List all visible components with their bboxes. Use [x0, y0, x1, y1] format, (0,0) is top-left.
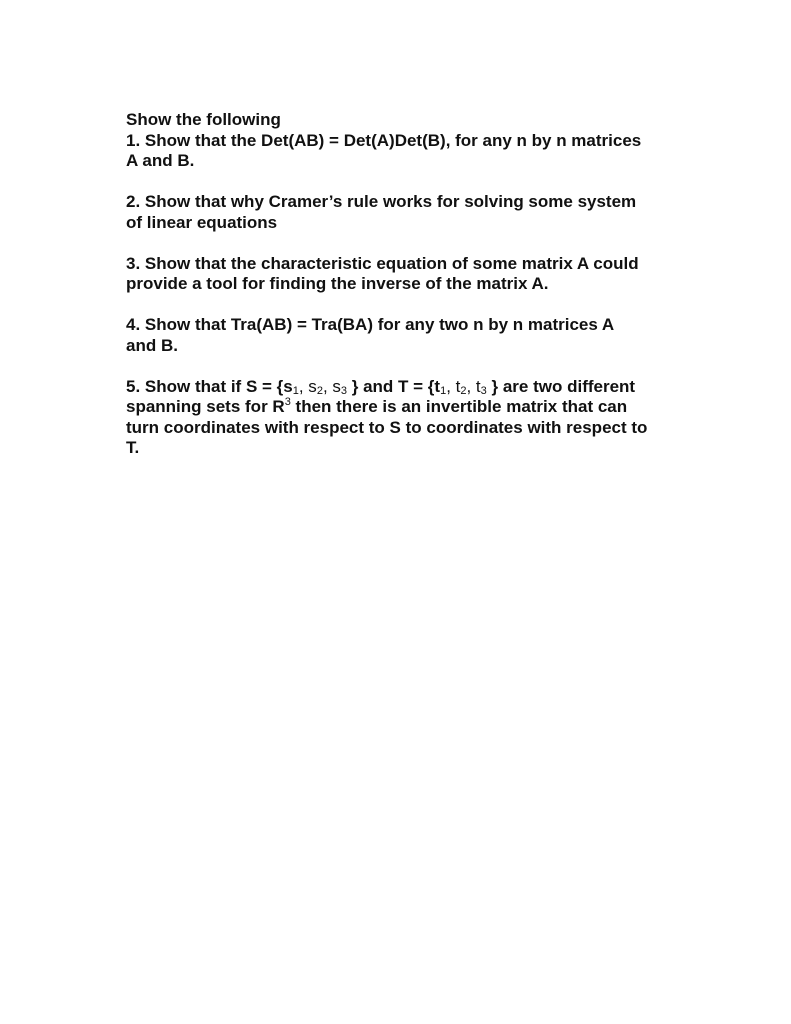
s-subscript-3: 3 — [340, 384, 348, 397]
q5-middle: } and T = {t — [347, 376, 441, 396]
r-superscript: 3 — [284, 396, 291, 408]
q5-suffix: } are two different — [486, 376, 636, 396]
t-subscript-2: 2 — [460, 384, 467, 397]
q5-prefix: 5. Show that if S = {s — [126, 376, 293, 396]
question-5-line-3: turn coordinates with respect to S to coordinates with respect to — [126, 417, 648, 437]
question-5 — [126, 377, 686, 459]
question-5-line-1 — [126, 377, 686, 398]
question-4-line-1: 4. Show that Tra(AB) = Tra(BA) for any two n by n matrices A — [126, 315, 615, 334]
question-1-line-2: A and B. — [126, 151, 195, 170]
question-4 — [126, 315, 686, 356]
s-separator-1: , s — [298, 376, 317, 396]
s-subscript-1: 1 — [292, 384, 299, 397]
question-1-line-1: 1. Show that the Det(AB) = Det(A)Det(B), for any n by n matrices — [126, 130, 642, 150]
question-4-line-2: and B. — [126, 335, 178, 355]
question-5-line-4: T. — [126, 438, 140, 457]
s-separator-2: , s — [322, 376, 341, 396]
t-separator-2: , t — [466, 376, 481, 396]
question-3-line-1: 3. Show that the characteristic equation of some matrix A could — [126, 253, 639, 273]
question-5-line-2 — [126, 397, 686, 418]
document-heading — [126, 110, 686, 131]
t-subscript-1: 1 — [440, 384, 447, 397]
q5-line2-prefix: spanning sets for R — [126, 397, 285, 416]
question-3 — [126, 254, 686, 295]
question-2-line-2: of linear equations — [126, 212, 278, 232]
question-3-line-2: provide a tool for finding the inverse of the matrix A. — [126, 274, 549, 293]
question-1 — [126, 131, 686, 172]
t-subscript-3: 3 — [480, 384, 487, 397]
heading-text: Show the following — [126, 110, 281, 129]
s-subscript-2: 2 — [316, 384, 323, 397]
question-2 — [126, 192, 686, 233]
q5-line2-suffix: then there is an invertible matrix that can — [290, 397, 628, 416]
question-2-line-1: 2. Show that why Cramer’s rule works for solving some system — [126, 192, 637, 211]
document-body — [126, 110, 686, 479]
t-separator-1: , t — [446, 376, 461, 396]
